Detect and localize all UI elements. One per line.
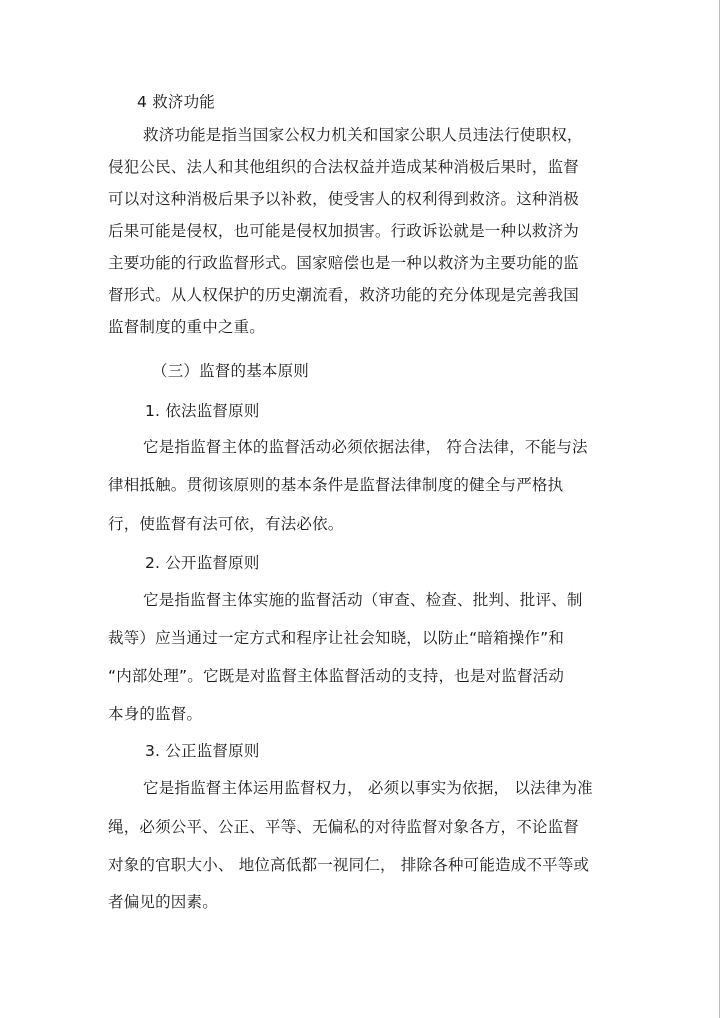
paragraph-line: 对象的官职大小、 地位高低都一视同仁， 排除各种可能造成不平等或 xyxy=(108,856,590,874)
section-heading-relief-function: 4 救济功能 xyxy=(137,93,215,111)
paragraph-line: “内部处理”。它既是对监督主体监督活动的支持，也是对监督活动 xyxy=(108,667,565,685)
paragraph-line: 者偏见的因素。 xyxy=(108,893,218,911)
paragraph-line: 监督制度的重中之重。 xyxy=(108,318,266,336)
paragraph-line: 救济功能是指当国家公权力机关和国家公职人员违法行使职权， xyxy=(143,126,583,144)
paragraph-line: 它是指监督主体的监督活动必须依据法律， 符合法律，不能与法 xyxy=(143,438,588,456)
paragraph-line: 行，使监督有法可依，有法必依。 xyxy=(108,515,344,533)
paragraph-line: 侵犯公民、法人和其他组织的合法权益并造成某种消极后果时，监督 xyxy=(108,158,580,176)
paragraph-line: 督形式。从人权保护的历史潮流看，救济功能的充分体现是完善我国 xyxy=(108,286,580,304)
paragraph-line: 绳，必须公平、公正、平等、无偏私的对待监督对象各方，不论监督 xyxy=(108,818,580,836)
section-heading-open-supervision: 2. 公开监督原则 xyxy=(145,554,260,572)
paragraph-line: 后果可能是侵权，也可能是侵权加损害。行政诉讼就是一种以救济为 xyxy=(108,222,580,240)
paragraph-line: 它是指监督主体运用监督权力， 必须以事实为依据， 以法律为准 xyxy=(143,779,593,797)
paragraph-line: 主要功能的行政监督形式。国家赔偿也是一种以救济为主要功能的监 xyxy=(108,254,580,272)
section-heading-fair-supervision: 3. 公正监督原则 xyxy=(145,742,260,760)
section-heading-lawful-supervision: 1. 依法监督原则 xyxy=(145,402,260,420)
section-heading-basic-principles: （三）监督的基本原则 xyxy=(152,362,310,380)
paragraph-line: 裁等）应当通过一定方式和程序让社会知晓，以防止“暗箱操作”和 xyxy=(108,629,565,647)
paragraph-line: 它是指监督主体实施的监督活动（审查、检查、批判、批评、制 xyxy=(143,591,583,609)
paragraph-line: 可以对这种消极后果予以补救，使受害人的权利得到救济。这种消极 xyxy=(108,190,580,208)
paragraph-line: 本身的监督。 xyxy=(108,705,203,723)
paragraph-line: 律相抵触。贯彻该原则的基本条件是监督法律制度的健全与严格执 xyxy=(108,476,564,494)
